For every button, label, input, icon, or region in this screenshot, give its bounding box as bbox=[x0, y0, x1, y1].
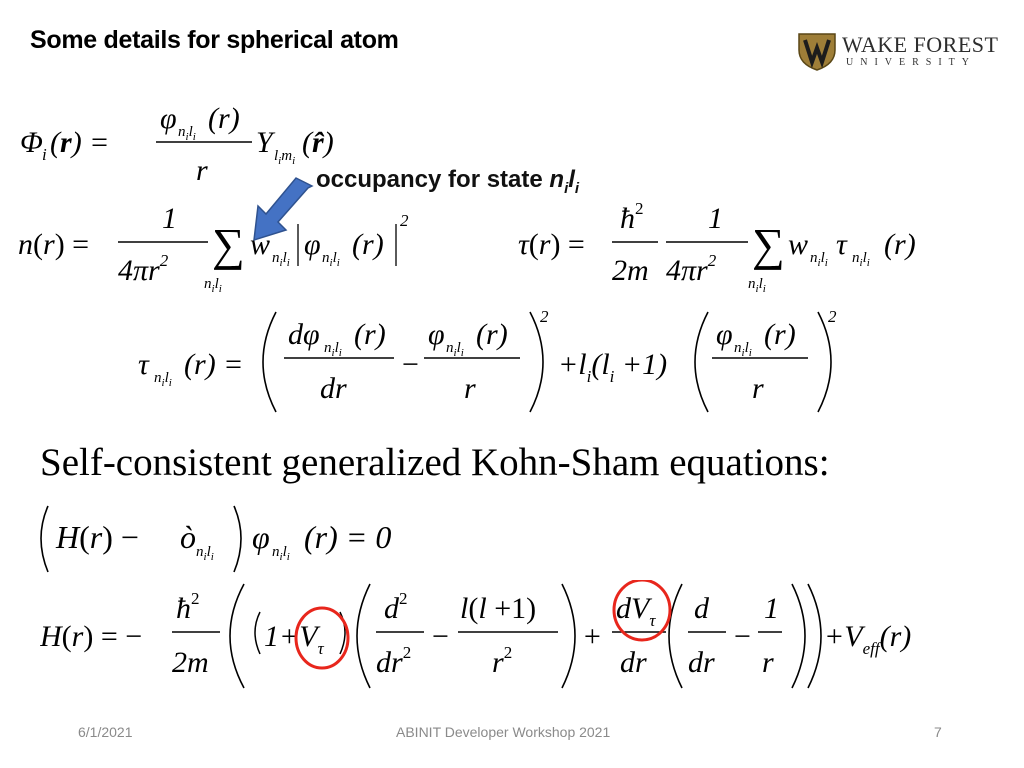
svg-text:d: d bbox=[694, 592, 709, 625]
svg-text:φ: φ bbox=[716, 318, 733, 351]
svg-text:dr: dr bbox=[688, 646, 715, 679]
svg-text:ħ2: $ħ^2$ bbox=[620, 199, 644, 235]
logo-subtitle: UNIVERSITY bbox=[846, 57, 976, 68]
equation-kohn-sham bbox=[34, 500, 454, 580]
svg-text:1: 1 bbox=[764, 592, 779, 625]
svg-text:nili: $n_il_i$ bbox=[322, 250, 340, 269]
svg-text:φ: φ bbox=[428, 318, 445, 351]
svg-text:ò: ò bbox=[180, 519, 196, 555]
svg-text:(r̂): (r̂) bbox=[302, 126, 334, 159]
equation-density bbox=[18, 196, 438, 296]
svg-text:nili: $n_il_i$ bbox=[204, 276, 222, 295]
svg-text:2: 2 bbox=[540, 307, 549, 326]
svg-text:2: 2 bbox=[828, 307, 837, 326]
svg-text:−: − bbox=[732, 620, 753, 653]
svg-text:4πr2: $4\pi r^2$ bbox=[118, 251, 169, 287]
svg-text:nili: $n_il_i$ bbox=[748, 276, 766, 295]
svg-text:−: − bbox=[430, 620, 451, 653]
svg-text:τ: τ bbox=[138, 348, 149, 381]
footer-center: ABINIT Developer Workshop 2021 bbox=[396, 724, 611, 740]
svg-text:d2: $d^2$ bbox=[384, 589, 408, 625]
svg-text:4πr2: $4\pi r^2$ bbox=[666, 251, 717, 287]
callout-sub-i2: i bbox=[574, 179, 580, 197]
svg-text:(r): (r) bbox=[354, 318, 386, 351]
svg-text:∑: ∑ bbox=[212, 219, 245, 270]
svg-text:dVτ: $dV_\tau$ bbox=[616, 592, 656, 630]
svg-text:2m: 2m bbox=[172, 646, 209, 679]
svg-text:r: r bbox=[464, 372, 476, 405]
logo-name: WAKE FOREST bbox=[842, 32, 999, 57]
slide-title: Some details for spherical atom bbox=[30, 26, 399, 54]
svg-text:w: w bbox=[250, 228, 271, 261]
svg-text:1: 1 bbox=[162, 202, 177, 235]
svg-text:φ: φ bbox=[160, 102, 177, 135]
svg-text:nili: $n_il_i$ bbox=[810, 250, 828, 269]
footer-page-number: 7 bbox=[934, 724, 942, 740]
svg-text:φ: φ bbox=[252, 519, 270, 555]
equation-hamiltonian bbox=[40, 580, 960, 692]
svg-text:−: − bbox=[400, 348, 421, 381]
svg-text:(r) =: (r) = bbox=[50, 126, 110, 159]
svg-text:dr2: $dr^2$ bbox=[376, 643, 412, 679]
equation-tau bbox=[518, 196, 938, 296]
section-heading: Self-consistent generalized Kohn-Sham equations: bbox=[40, 441, 830, 484]
callout-sub-i: i bbox=[564, 179, 569, 197]
svg-text:+: + bbox=[582, 620, 603, 653]
occupancy-callout bbox=[316, 166, 579, 197]
svg-text:H(r) = −: H(r) = − bbox=[40, 620, 143, 653]
svg-text:+Veff(r): $+V_{eff}(r)$ bbox=[824, 620, 912, 658]
svg-text:τ: τ bbox=[836, 228, 847, 261]
svg-text:Y: Y bbox=[256, 126, 273, 159]
svg-text:Φ: Φ bbox=[20, 126, 43, 159]
svg-text:2m: 2m bbox=[612, 254, 649, 287]
svg-text:nili: $n_il_i$ bbox=[734, 340, 752, 359]
svg-text:nili: $n_il_i$ bbox=[272, 250, 290, 269]
svg-text:nili: $n_il_i$ bbox=[272, 544, 290, 563]
svg-text:nili: $n_il_i$ bbox=[154, 370, 172, 389]
svg-text:(r): (r) bbox=[476, 318, 508, 351]
svg-text:+li(li +1): $+l_i(l_i +1)$ bbox=[558, 348, 668, 386]
svg-text:nili: $n_il_i$ bbox=[324, 340, 342, 359]
svg-text:(r): (r) bbox=[352, 228, 384, 261]
svg-text:ħ2: $ħ^2$ bbox=[176, 589, 200, 625]
svg-text:(r): (r) bbox=[764, 318, 796, 351]
callout-text: occupancy for state bbox=[316, 166, 550, 193]
svg-text:(r) =: (r) = bbox=[184, 348, 244, 381]
svg-text:r2: $r^2$ bbox=[492, 643, 513, 679]
svg-text:dr: dr bbox=[620, 646, 647, 679]
svg-text:τ(r) =: τ(r) = bbox=[518, 228, 585, 261]
svg-text:l(l +1): l(l +1) bbox=[460, 592, 537, 625]
svg-text:nili: $n_il_i$ bbox=[196, 544, 214, 563]
svg-text:dr: dr bbox=[320, 372, 347, 405]
svg-text:(r) = 0: (r) = 0 bbox=[304, 519, 392, 555]
svg-text:w: w bbox=[788, 228, 809, 261]
equation-tau-nl bbox=[138, 306, 858, 418]
svg-text:dφ: dφ bbox=[288, 318, 320, 351]
svg-text:∑: ∑ bbox=[752, 219, 785, 270]
svg-text:(r): (r) bbox=[884, 228, 916, 261]
svg-text:1: 1 bbox=[708, 202, 723, 235]
svg-text:φ: φ bbox=[304, 228, 321, 261]
svg-text:nili: $n_il_i$ bbox=[446, 340, 464, 359]
equation-phi bbox=[20, 96, 340, 188]
svg-text:nili: $n_il_i$ bbox=[852, 250, 870, 269]
svg-text:i: i bbox=[42, 145, 47, 164]
svg-text:r: r bbox=[196, 154, 208, 187]
svg-text:r: r bbox=[762, 646, 774, 679]
svg-text:H(r) −: H(r) − bbox=[56, 519, 139, 555]
footer-date: 6/1/2021 bbox=[78, 724, 133, 740]
svg-text:nili: $n_il_i$ bbox=[178, 124, 196, 143]
svg-text:(r): (r) bbox=[208, 102, 240, 135]
svg-text:1+Vτ: $1+V_\tau$ bbox=[264, 620, 324, 658]
shield-logo-icon bbox=[796, 30, 838, 72]
svg-text:2: 2 bbox=[400, 211, 409, 230]
callout-var-l: l bbox=[568, 166, 575, 193]
svg-text:r: r bbox=[752, 372, 764, 405]
callout-var-n: n bbox=[549, 166, 565, 193]
svg-text:limi: $l_im_i$ bbox=[274, 148, 296, 167]
svg-text:n(r) =: n(r) = bbox=[18, 228, 90, 261]
university-logo bbox=[796, 30, 1006, 74]
